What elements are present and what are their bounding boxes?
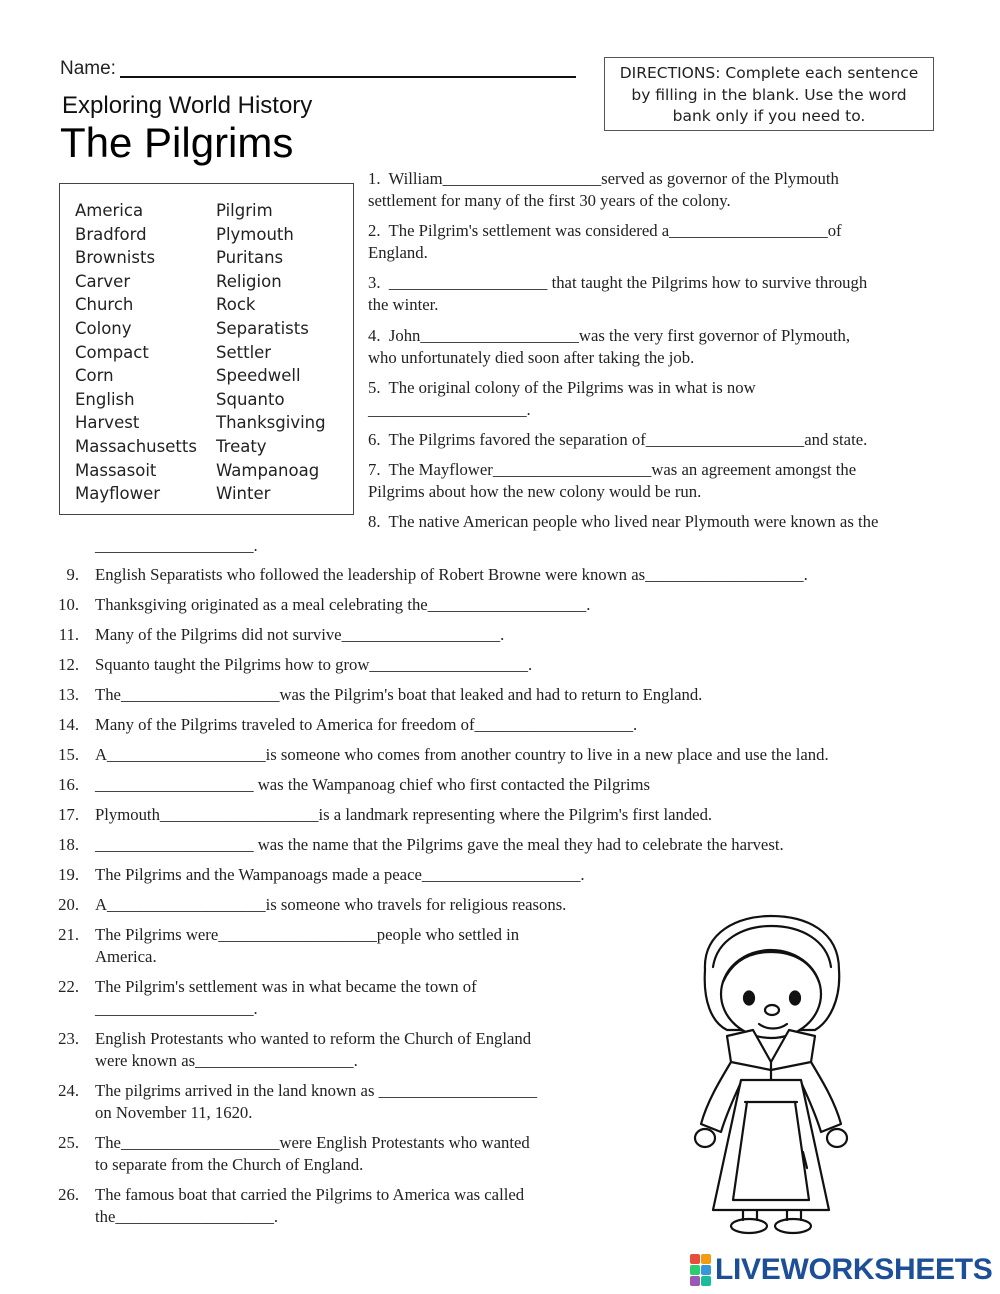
word-bank-column-1 [75, 199, 197, 506]
question-text: Many of the Pilgrims traveled to America for freedom of___________________. [95, 715, 638, 734]
question-13[interactable] [95, 684, 702, 706]
question-10[interactable] [95, 594, 590, 616]
question-text: The___________________were English Protestants who wanted [95, 1133, 530, 1152]
word-bank-word: Religion [216, 271, 282, 291]
word-bank-word: Wampanoag [216, 460, 320, 480]
question-5[interactable] [368, 377, 756, 421]
question-number: 25. [58, 1133, 79, 1152]
logo-square [701, 1265, 711, 1275]
question-text: Many of the Pilgrims did not survive___________________. [95, 625, 505, 644]
question-9[interactable] [95, 564, 808, 586]
question-7[interactable] [368, 459, 856, 503]
question-number: 17. [58, 805, 79, 824]
word-bank-word: Massasoit [75, 460, 157, 480]
left-hand [695, 1129, 715, 1147]
word-bank-word: Harvest [75, 413, 140, 433]
question-text: 2. The Pilgrim's settlement was considered a___________________of [368, 221, 842, 240]
word-bank-word: Plymouth [216, 224, 294, 244]
pilgrim-girl-illustration [683, 912, 858, 1242]
question-18[interactable] [95, 834, 784, 856]
word-bank-word: Separatists [216, 318, 309, 338]
question-15[interactable] [95, 744, 829, 766]
logo-square [690, 1254, 700, 1264]
right-eye [790, 992, 800, 1005]
question-text: Plymouth___________________is a landmark representing where the Pilgrim's first landed. [95, 805, 713, 824]
question-text: A___________________is someone who travels for religious reasons. [95, 895, 567, 914]
logo-square [690, 1265, 700, 1275]
question-text: The Pilgrim's settlement was in what became the town of [95, 977, 477, 996]
right-hand [827, 1129, 847, 1147]
word-bank-word: Compact [75, 342, 149, 362]
question-number: 14. [58, 715, 79, 734]
word-bank-word: Brownists [75, 248, 156, 268]
question-text: were known as___________________. [95, 1051, 358, 1070]
question-text: America. [95, 947, 157, 966]
question-text: 5. The original colony of the Pilgrims was in what is now [368, 378, 756, 397]
question-number: 16. [58, 775, 79, 794]
question-2[interactable] [368, 220, 842, 264]
liveworksheets-logo [690, 1253, 993, 1287]
question-3[interactable] [368, 272, 867, 316]
question-text: The Pilgrims and the Wampanoags made a peace___________________. [95, 865, 585, 884]
question-text: the winter. [368, 295, 439, 314]
directions-text: DIRECTIONS: Complete each sentence by filling in the blank. Use the word bank only if you need to. [619, 64, 919, 125]
question-1[interactable] [368, 168, 839, 212]
question-number: 15. [58, 745, 79, 764]
word-bank-column-2 [216, 199, 326, 506]
question-16[interactable] [95, 774, 650, 796]
question-text: A___________________is someone who comes from another country to live in a new place and use the land. [95, 745, 829, 764]
word-bank-word: Corn [75, 366, 114, 386]
word-bank-word: Massachusetts [75, 436, 197, 456]
series-title: Exploring World History [62, 92, 313, 119]
question-text: ___________________ was the Wampanoag chief who first contacted the Pilgrims [95, 775, 650, 794]
question-17[interactable] [95, 804, 712, 826]
question-text: 1. William___________________served as governor of the Plymouth [368, 169, 839, 188]
name-input-line[interactable] [120, 76, 576, 78]
question-24[interactable] [95, 1080, 537, 1124]
question-23[interactable] [95, 1028, 531, 1072]
word-bank-word: Settler [216, 342, 272, 362]
question-20[interactable] [95, 894, 566, 916]
word-bank-word: Squanto [216, 389, 285, 409]
question-26[interactable] [95, 1184, 524, 1228]
name-label: Name: [60, 58, 116, 79]
word-bank-word: Rock [216, 295, 256, 315]
word-bank-word: Treaty [216, 436, 267, 456]
question-text: The Pilgrims were___________________people who settled in [95, 925, 520, 944]
question-number: 22. [58, 977, 79, 996]
question-text: 3. ___________________ that taught the Pilgrims how to survive through [368, 273, 868, 292]
question-number: 21. [58, 925, 79, 944]
question-text: England. [368, 243, 428, 262]
question-number: 12. [58, 655, 79, 674]
liveworksheets-logo-icon [690, 1254, 711, 1286]
question-14[interactable] [95, 714, 637, 736]
logo-square [701, 1254, 711, 1264]
question-text: 6. The Pilgrims favored the separation of___________________and state. [368, 430, 868, 449]
word-bank-word: America [75, 201, 144, 220]
question-number: 9. [66, 565, 79, 584]
question-25[interactable] [95, 1132, 530, 1176]
question-text: 8. The native American people who lived near Plymouth were known as the [368, 512, 879, 531]
logo-square [690, 1276, 700, 1286]
question-text: on November 11, 1620. [95, 1103, 253, 1122]
right-shoe [775, 1219, 811, 1233]
word-bank [59, 183, 354, 515]
question-text: to separate from the Church of England. [95, 1155, 364, 1174]
question-text: The___________________was the Pilgrim's boat that leaked and had to return to England. [95, 685, 703, 704]
directions-box [604, 57, 934, 131]
question-6[interactable] [368, 429, 867, 451]
question-text: ___________________ was the name that the Pilgrims gave the meal they had to celebrate the harvest. [95, 835, 784, 854]
question-text: 4. John___________________was the very first governor of Plymouth, [368, 326, 851, 345]
left-eye [744, 992, 754, 1005]
question-number: 24. [58, 1081, 79, 1100]
word-bank-word: Colony [75, 318, 132, 338]
question-22[interactable] [95, 976, 477, 1020]
question-12[interactable] [95, 654, 532, 676]
question-text: The pilgrims arrived in the land known as ___________________ [95, 1081, 538, 1100]
question-text: Thanksgiving originated as a meal celebrating the___________________. [95, 595, 591, 614]
question-number: 23. [58, 1029, 79, 1048]
question-number: 19. [58, 865, 79, 884]
word-bank-word: Speedwell [216, 366, 301, 386]
word-bank-word: Puritans [216, 248, 284, 268]
question-text: settlement for many of the first 30 years of the colony. [368, 191, 731, 210]
question-number: 10. [58, 595, 79, 614]
liveworksheets-logo-text: LIVEWORKSHEETS [715, 1253, 993, 1286]
question-4[interactable] [368, 325, 850, 369]
question-text: ___________________. [95, 999, 258, 1018]
word-bank-word: Pilgrim [216, 201, 273, 220]
question-text: Pilgrims about how the new colony would be run. [368, 482, 702, 501]
question-text: who unfortunately died soon after taking the job. [368, 348, 695, 367]
word-bank-word: Carver [75, 271, 131, 291]
question-text: The famous boat that carried the Pilgrims to America was called [95, 1185, 525, 1204]
question-number: 18. [58, 835, 79, 854]
word-bank-word: Mayflower [75, 484, 161, 504]
question-8-continued[interactable] [95, 535, 258, 557]
logo-square [701, 1276, 711, 1286]
word-bank-word: Church [75, 295, 134, 315]
question-text: English Protestants who wanted to reform the Church of England [95, 1029, 532, 1048]
question-text: English Separatists who followed the leadership of Robert Browne were known as___________________. [95, 565, 808, 584]
question-text: the___________________. [95, 1207, 279, 1226]
question-number: 20. [58, 895, 79, 914]
word-bank-word: Thanksgiving [216, 413, 326, 433]
question-21[interactable] [95, 924, 519, 968]
page-title: The Pilgrims [60, 119, 294, 166]
left-shoe [731, 1219, 767, 1233]
question-text: ___________________. [368, 400, 531, 419]
word-bank-word: Bradford [75, 224, 147, 244]
question-number: 26. [58, 1185, 79, 1204]
question-text: ___________________. [95, 536, 258, 555]
question-19[interactable] [95, 864, 585, 886]
question-number: 11. [58, 625, 79, 644]
question-11[interactable] [95, 624, 504, 646]
word-bank-word: English [75, 389, 135, 409]
question-text: Squanto taught the Pilgrims how to grow___________________. [95, 655, 533, 674]
question-number: 13. [58, 685, 79, 704]
question-8[interactable] [368, 511, 878, 533]
question-text: 7. The Mayflower___________________was an agreement amongst the [368, 460, 857, 479]
word-bank-word: Winter [216, 484, 271, 504]
